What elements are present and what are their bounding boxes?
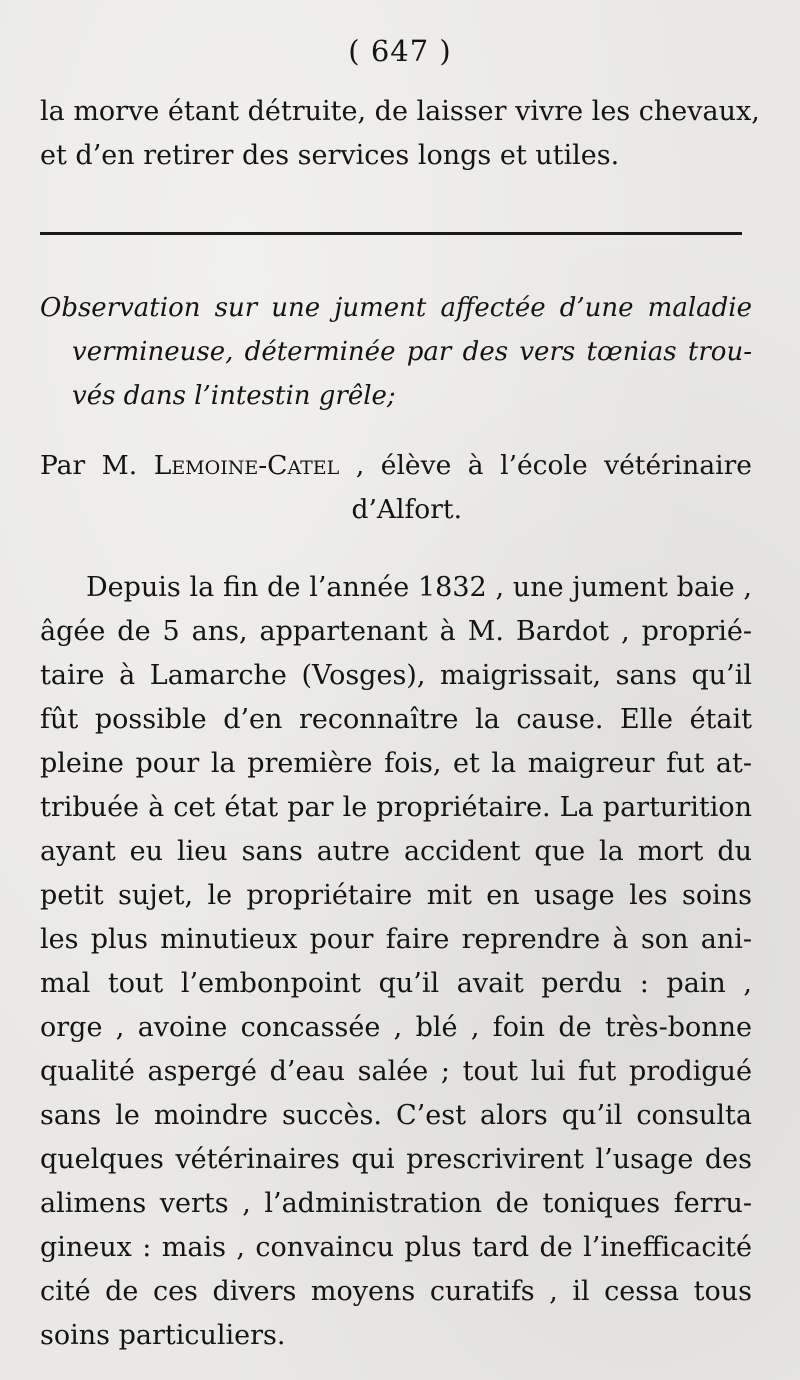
opening-paragraph <box>40 90 760 178</box>
author-byline <box>40 444 752 532</box>
title-line: Observation sur une jument affectée d’une maladie <box>40 293 752 323</box>
section-divider <box>40 232 742 235</box>
body-line: soins particuliers. <box>40 1320 286 1351</box>
opening-line: la morve étant détruite, de laisser vivre les chevaux, <box>40 96 760 127</box>
opening-line: et d’en retirer des services longs et utiles. <box>40 140 620 171</box>
title-line: vermineuse, déterminée par des vers tœnias trou- <box>72 337 752 367</box>
byline-line: d’Alfort. <box>351 494 462 525</box>
byline-prefix: Par M. <box>40 450 138 481</box>
article-title <box>40 286 752 418</box>
body-line: tribuée à cet état par le propriétaire. La parturition <box>40 792 752 823</box>
body-line: âgée de 5 ans, appartenant à M. Bardot , proprié- <box>40 616 752 647</box>
body-line: sans le moindre succès. C’est alors qu’il consulta <box>40 1100 752 1131</box>
body-line: pleine pour la première fois, et la maigreur fut at- <box>40 748 752 779</box>
page-number: ( 647 ) <box>348 34 452 68</box>
body-line: cité de ces divers moyens curatifs , il cessa tous <box>40 1276 752 1307</box>
body-line: fût possible d’en reconnaître la cause. Elle était <box>40 704 752 735</box>
body-line: gineux : mais , convaincu plus tard de l’inefficacité <box>40 1232 752 1263</box>
byline-rest: , élève à l’école vétérinaire <box>355 450 752 481</box>
body-line: petit sujet, le propriétaire mit en usage les soins <box>40 880 752 911</box>
body-line: qualité aspergé d’eau salée ; tout lui fut prodigué <box>40 1056 752 1087</box>
body-line: taire à Lamarche (Vosges), maigrissait, sans qu’il <box>40 660 752 691</box>
author-name: Lemoine-Catel <box>153 450 340 481</box>
body-line: mal tout l’embonpoint qu’il avait perdu : pain , <box>40 968 752 999</box>
body-line: Depuis la fin de l’année 1832 , une jument baie , <box>86 572 752 603</box>
body-paragraph <box>40 566 752 1358</box>
body-line: les plus minutieux pour faire reprendre à son ani- <box>40 924 752 955</box>
body-line: orge , avoine concassée , blé , foin de très-bonne <box>40 1012 752 1043</box>
body-line: alimens verts , l’administration de toniques ferru- <box>40 1188 752 1219</box>
title-line: vés dans l’intestin grêle; <box>72 381 396 411</box>
body-line: ayant eu lieu sans autre accident que la mort du <box>40 836 752 867</box>
byline-line <box>40 444 752 488</box>
body-line: quelques vétérinaires qui prescrivirent l’usage des <box>40 1144 752 1175</box>
